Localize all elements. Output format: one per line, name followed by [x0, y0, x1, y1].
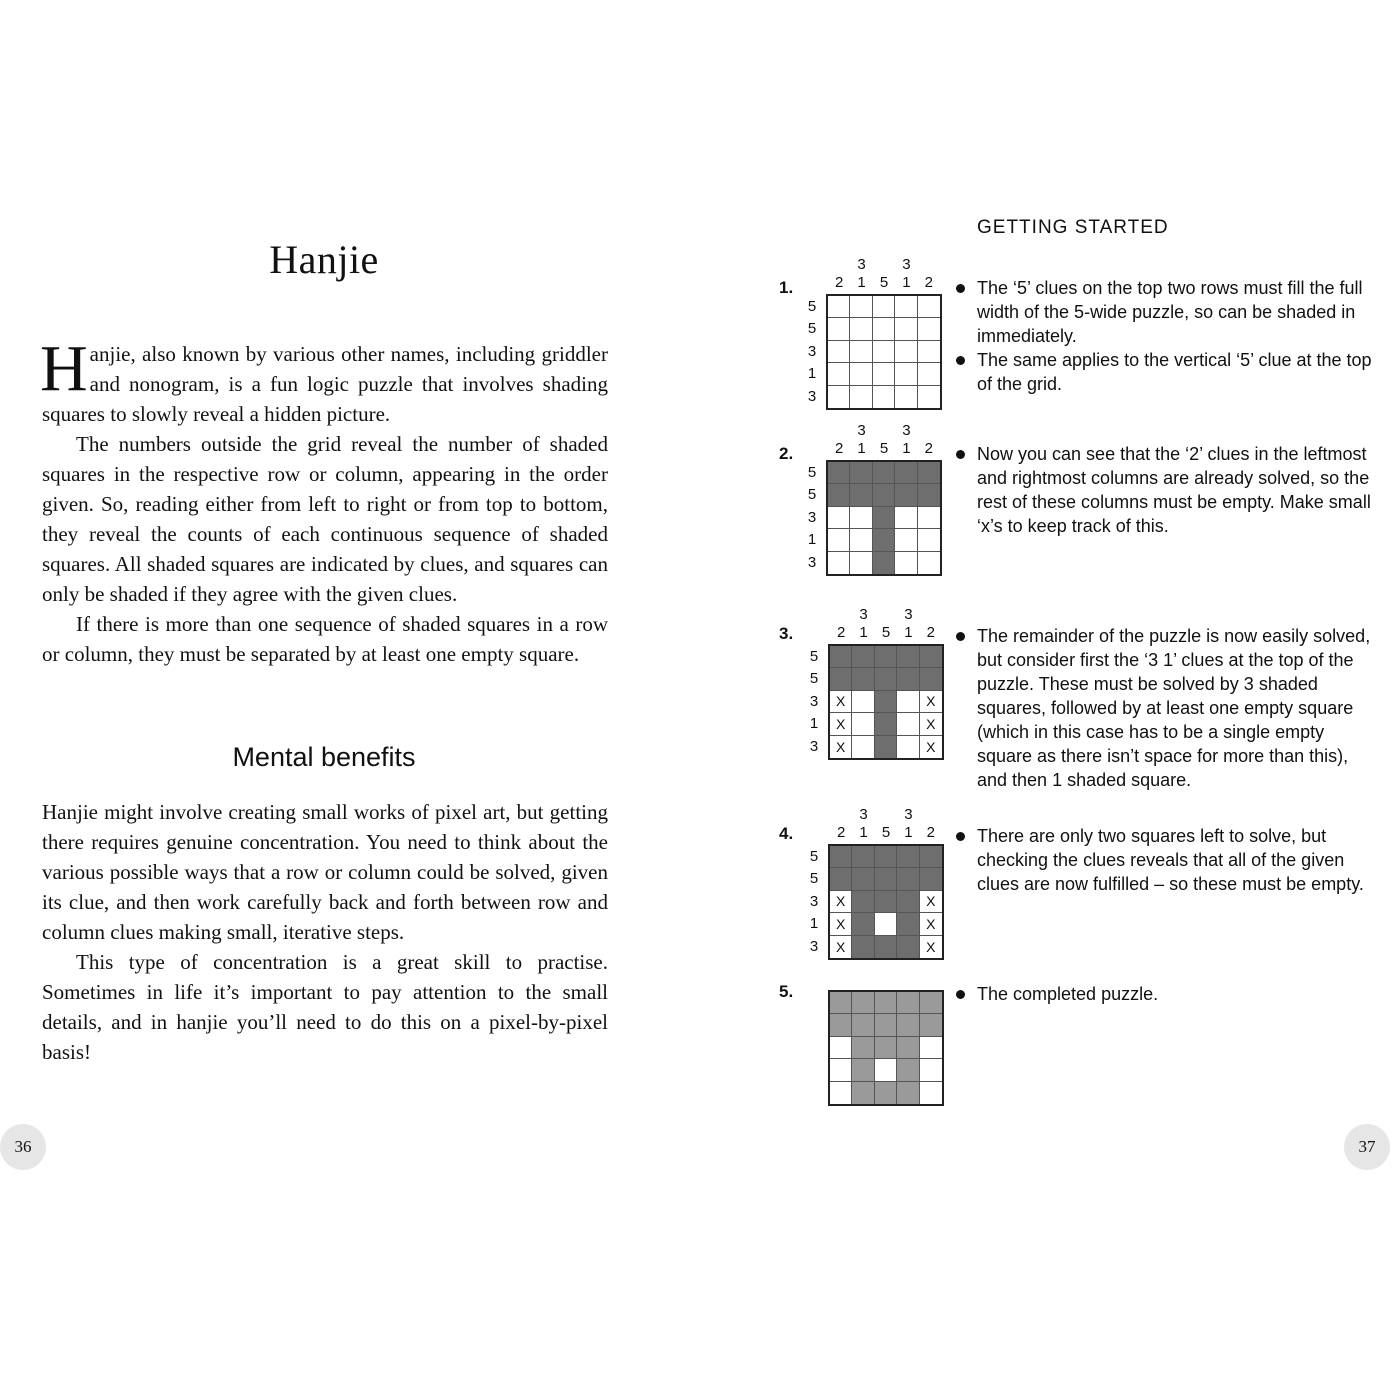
puzzle-grid: [828, 644, 944, 760]
grid-cell-shaded: [920, 846, 942, 868]
grid-cell-shaded: [875, 1037, 897, 1059]
grid-cell-shaded: [897, 1014, 919, 1036]
column-clue: 1: [859, 624, 868, 641]
column-clue: 3: [859, 806, 868, 823]
column-clue: 2: [924, 440, 933, 457]
grid-cell-empty: [828, 529, 850, 551]
grid-cell-x: X: [920, 913, 942, 935]
column-clue: 2: [835, 274, 844, 291]
step-bullets: [954, 824, 1374, 896]
grid-cell-empty: [895, 386, 917, 408]
row-clue: 5: [809, 848, 819, 865]
column-clue: 5: [879, 274, 889, 291]
grid-cell-shaded: [875, 846, 897, 868]
column-clue: 1: [904, 824, 913, 841]
grid-cell-shaded: [875, 891, 897, 913]
grid-cell-empty: [850, 552, 872, 574]
grid-cell-empty: [873, 296, 895, 318]
grid-cell-shaded: [873, 462, 895, 484]
grid-cell-empty: [852, 736, 874, 758]
grid-cell-shaded: [852, 1082, 874, 1104]
grid-cell-empty: [850, 529, 872, 551]
grid-cell-empty: [895, 529, 917, 551]
intro-paragraph: [40, 332, 608, 429]
row-clue: 3: [807, 553, 817, 571]
step-bullets: [954, 982, 1374, 1006]
grid-cell-shaded: [897, 646, 919, 668]
grid-cell-shaded: [830, 846, 852, 868]
bullet-dot-icon: [956, 450, 965, 459]
grid-cell-shaded: [895, 484, 917, 506]
column-clue: 3: [857, 422, 866, 439]
column-clues: [830, 806, 942, 842]
grid-cell-empty: [920, 1059, 942, 1081]
grid-cell-shaded: [830, 646, 852, 668]
bullet-text: The completed puzzle.: [977, 984, 1159, 1004]
intro-paragraph-text: anjie, also known by various other names, including griddler and nonogram, is a fun logic puzzle that involves shading squares to slowly reveal a hidden picture.: [42, 342, 608, 426]
grid-cell-empty: [918, 296, 940, 318]
grid-cell-shaded: [875, 936, 897, 958]
bullet-text: There are only two squares left to solve, but checking the clues reveals that all of the given clues are now fulfilled – so these must be empty.: [977, 826, 1364, 894]
grid-cell-empty: [850, 386, 872, 408]
grid-cell-empty: [895, 318, 917, 340]
column-clue: 3: [902, 422, 911, 439]
column-clue: 3: [859, 606, 868, 623]
grid-cell-x: X: [920, 691, 942, 713]
grid-cell-empty: [828, 507, 850, 529]
grid-cell-shaded: [852, 992, 874, 1014]
puzzle-grid: [826, 294, 942, 410]
grid-cell-empty: [828, 341, 850, 363]
row-clue: 1: [807, 365, 817, 383]
bullet-dot-icon: [956, 356, 965, 365]
grid-cell-shaded: [852, 868, 874, 890]
column-clues: [828, 256, 940, 292]
bullet-item: [954, 348, 1374, 396]
grid-cell-shaded: [828, 484, 850, 506]
step-number: 4.: [779, 824, 794, 843]
row-clue: 5: [807, 298, 817, 315]
grid-cell-shaded: [852, 913, 874, 935]
grid-cell-x: X: [920, 713, 942, 735]
paragraph-pixel-art: Hanjie might involve creating small works of pixel art, but getting there requires genuine concentration. You need to think about the various possible ways that a row or column could be solved, given its clue, and then work carefully back and forth between row and column clues making small, iterative steps.: [42, 800, 608, 944]
bullet-item: [954, 824, 1374, 896]
column-clue: 1: [904, 624, 913, 641]
bullet-dot-icon: [956, 990, 965, 999]
grid-cell-empty: [850, 363, 872, 385]
grid-cell-empty: [918, 363, 940, 385]
grid-cell-empty: [918, 341, 940, 363]
bullet-text: The same applies to the vertical ‘5’ clue at the top of the grid.: [977, 350, 1372, 394]
column-clue: 2: [835, 440, 844, 457]
benefits-text-block: [42, 797, 608, 1067]
column-clue: 1: [857, 440, 866, 457]
grid-cell-shaded: [897, 846, 919, 868]
column-clue: 1: [902, 274, 911, 291]
grid-cell-empty: [830, 1082, 852, 1104]
grid-cell-x: X: [920, 891, 942, 913]
grid-cell-shaded: [897, 1059, 919, 1081]
grid-cell-empty: [875, 913, 897, 935]
grid-cell-shaded: [897, 668, 919, 690]
grid-cell-empty: [918, 386, 940, 408]
grid-cell-shaded: [897, 891, 919, 913]
grid-cell-empty: [895, 552, 917, 574]
row-clue: 5: [807, 320, 817, 338]
grid-cell-empty: [918, 318, 940, 340]
bullet-dot-icon: [956, 284, 965, 293]
row-clue: 1: [809, 715, 819, 733]
row-clue: 5: [809, 870, 819, 888]
step-number: 3.: [779, 624, 794, 643]
paragraph-clues: The numbers outside the grid reveal the number of shaded squares in the respective row or column, appearing in the order given. So, reading either from left to right or from top to bottom, they reveal the counts of each continuous sequence of shaded squares. All shaded squares are indicated by clues, and squares can only be shaded if they agree with the given clues.: [42, 432, 608, 606]
row-clue: 3: [807, 508, 817, 526]
grid-cell-shaded: [873, 552, 895, 574]
grid-cell-shaded: [830, 868, 852, 890]
bullet-dot-icon: [956, 632, 965, 641]
column-clue: 2: [924, 274, 933, 291]
grid-cell-shaded: [852, 1059, 874, 1081]
grid-cell-shaded: [875, 646, 897, 668]
row-clue: 1: [807, 531, 817, 549]
grid-cell-empty: [873, 341, 895, 363]
bullet-text: Now you can see that the ‘2’ clues in the leftmost and rightmost columns are already solved, so the rest of these columns must be empty. Make small ‘x’s to keep track of this.: [977, 444, 1371, 536]
column-clue: 3: [904, 606, 913, 623]
grid-cell-shaded: [920, 992, 942, 1014]
grid-cell-shaded: [920, 1014, 942, 1036]
step-bullets: [954, 276, 1374, 396]
grid-cell-empty: [852, 691, 874, 713]
step-number: 5.: [779, 982, 794, 1001]
grid-cell-empty: [918, 529, 940, 551]
grid-cell-shaded: [897, 992, 919, 1014]
paragraph-concentration: This type of concentration is a great skill to practise. Sometimes in life it’s important to pay attention to the small details, and in hanjie you’ll need to do this on a pixel-by-pixel basis!: [42, 950, 608, 1064]
row-clue: 3: [807, 342, 817, 360]
grid-cell-empty: [828, 318, 850, 340]
grid-cell-shaded: [875, 736, 897, 758]
grid-cell-shaded: [875, 668, 897, 690]
bullet-text: The ‘5’ clues on the top two rows must fill the full width of the 5-wide puzzle, so can be shaded in immediately.: [977, 278, 1363, 346]
grid-cell-shaded: [830, 668, 852, 690]
grid-cell-shaded: [852, 668, 874, 690]
grid-cell-empty: [873, 363, 895, 385]
column-clues: [828, 422, 940, 458]
column-clue: 2: [837, 624, 846, 641]
row-clue: 5: [809, 670, 819, 688]
row-clue: 5: [807, 486, 817, 504]
puzzle-grid: [826, 460, 942, 576]
grid-cell-shaded: [875, 691, 897, 713]
grid-cell-x: X: [830, 691, 852, 713]
column-clues: [830, 606, 942, 642]
grid-cell-shaded: [852, 646, 874, 668]
row-clue: 3: [807, 387, 817, 405]
grid-cell-shaded: [875, 1014, 897, 1036]
bullet-dot-icon: [956, 832, 965, 841]
puzzle-grid: [828, 990, 944, 1106]
drop-cap: H: [40, 332, 88, 405]
grid-cell-shaded: [897, 1082, 919, 1104]
step-bullets: [954, 624, 1374, 792]
grid-cell-empty: [897, 713, 919, 735]
grid-cell-shaded: [852, 891, 874, 913]
grid-cell-x: X: [926, 738, 936, 755]
intro-text-block: [40, 332, 608, 669]
grid-cell-shaded: [873, 529, 895, 551]
step-number: 1.: [779, 278, 794, 297]
grid-cell-empty: [873, 318, 895, 340]
column-clue: 5: [879, 440, 889, 457]
grid-cell-shaded: [852, 1014, 874, 1036]
step-bullets: [954, 442, 1374, 538]
grid-cell-shaded: [875, 713, 897, 735]
page-number-left: 36: [0, 1124, 46, 1170]
row-clue: 3: [809, 692, 819, 710]
row-clue: 3: [809, 737, 819, 755]
grid-cell-empty: [830, 1037, 852, 1059]
grid-cell-shaded: [897, 868, 919, 890]
grid-cell-shaded: [897, 913, 919, 935]
bullet-item: [954, 624, 1374, 792]
column-clue: 1: [902, 440, 911, 457]
column-clue: 3: [857, 256, 866, 273]
page-title: Hanjie: [269, 237, 379, 282]
grid-cell-empty: [828, 552, 850, 574]
grid-cell-shaded: [852, 846, 874, 868]
grid-cell-shaded: [852, 1037, 874, 1059]
row-clue: 5: [807, 464, 817, 481]
grid-cell-empty: [897, 736, 919, 758]
column-clue: 5: [881, 824, 891, 841]
grid-cell-empty: [895, 296, 917, 318]
grid-cell-x: X: [830, 891, 852, 913]
grid-cell-empty: [850, 507, 872, 529]
grid-cell-empty: [875, 1059, 897, 1081]
grid-cell-empty: [852, 713, 874, 735]
grid-cell-shaded: [875, 992, 897, 1014]
grid-cell-empty: [850, 296, 872, 318]
bullet-text: The remainder of the puzzle is now easily solved, but consider first the ‘3 1’ clues at the top of the puzzle. These must be solved by 3 shaded squares, followed by at least one empty square (which in this case has to be a single empty square as there isn’t space for more than this), and then 1 shaded square.: [977, 626, 1371, 790]
grid-cell-shaded: [828, 462, 850, 484]
puzzle-grid: [828, 844, 944, 960]
row-clue: 1: [809, 915, 819, 933]
bullet-item: [954, 442, 1374, 538]
grid-cell-empty: [850, 318, 872, 340]
grid-cell-empty: [830, 1059, 852, 1081]
row-clue: 3: [809, 937, 819, 955]
grid-cell-shaded: [830, 992, 852, 1014]
grid-cell-shaded: [830, 1014, 852, 1036]
grid-cell-shaded: [875, 1082, 897, 1104]
grid-cell-shaded: [895, 462, 917, 484]
grid-cell-shaded: [873, 484, 895, 506]
grid-cell-shaded: [852, 936, 874, 958]
column-clue: 1: [857, 274, 866, 291]
column-clue: 5: [881, 624, 891, 641]
grid-cell-shaded: [918, 484, 940, 506]
grid-cell-empty: [828, 363, 850, 385]
getting-started-heading: GETTING STARTED: [977, 217, 1169, 238]
page-number-right: 37: [1344, 1124, 1390, 1170]
bullet-item: [954, 982, 1374, 1006]
grid-cell-empty: [850, 341, 872, 363]
column-clue: 2: [926, 624, 935, 641]
grid-cell-empty: [920, 1082, 942, 1104]
grid-cell-shaded: [897, 936, 919, 958]
grid-cell-shaded: [850, 484, 872, 506]
grid-cell-x: X: [830, 913, 852, 935]
grid-cell-empty: [918, 552, 940, 574]
grid-cell-shaded: [897, 1037, 919, 1059]
grid-cell-empty: [918, 507, 940, 529]
grid-cell-empty: [895, 341, 917, 363]
grid-cell-shaded: [850, 462, 872, 484]
section-heading-mental-benefits: Mental benefits: [232, 742, 416, 772]
column-clue: 3: [902, 256, 911, 273]
paragraph-sequences: If there is more than one sequence of shaded squares in a row or column, they must be separated by at least one empty square.: [42, 612, 608, 666]
grid-cell-x: X: [830, 736, 852, 758]
grid-cell-empty: [920, 1037, 942, 1059]
column-clue: 3: [904, 806, 913, 823]
grid-cell-shaded: [920, 868, 942, 890]
grid-cell-empty: [828, 296, 850, 318]
step-number: 2.: [779, 444, 794, 463]
grid-cell-x: X: [830, 936, 852, 958]
grid-cell-shaded: [920, 668, 942, 690]
grid-cell-empty: [897, 691, 919, 713]
grid-cell-empty: [895, 363, 917, 385]
grid-cell-empty: [828, 386, 850, 408]
column-clue: 2: [837, 824, 846, 841]
grid-cell-shaded: [920, 646, 942, 668]
right-page: [696, 0, 1392, 1392]
grid-cell-empty: [895, 507, 917, 529]
bullet-item: [954, 276, 1374, 348]
row-clue: 3: [809, 892, 819, 910]
grid-cell-x: X: [830, 713, 852, 735]
grid-cell-x: X: [926, 938, 936, 955]
column-clue: 1: [859, 824, 868, 841]
row-clue: 5: [809, 648, 819, 665]
grid-cell-shaded: [875, 868, 897, 890]
column-clue: 2: [926, 824, 935, 841]
grid-cell-shaded: [918, 462, 940, 484]
grid-cell-empty: [873, 386, 895, 408]
grid-cell-shaded: [873, 507, 895, 529]
